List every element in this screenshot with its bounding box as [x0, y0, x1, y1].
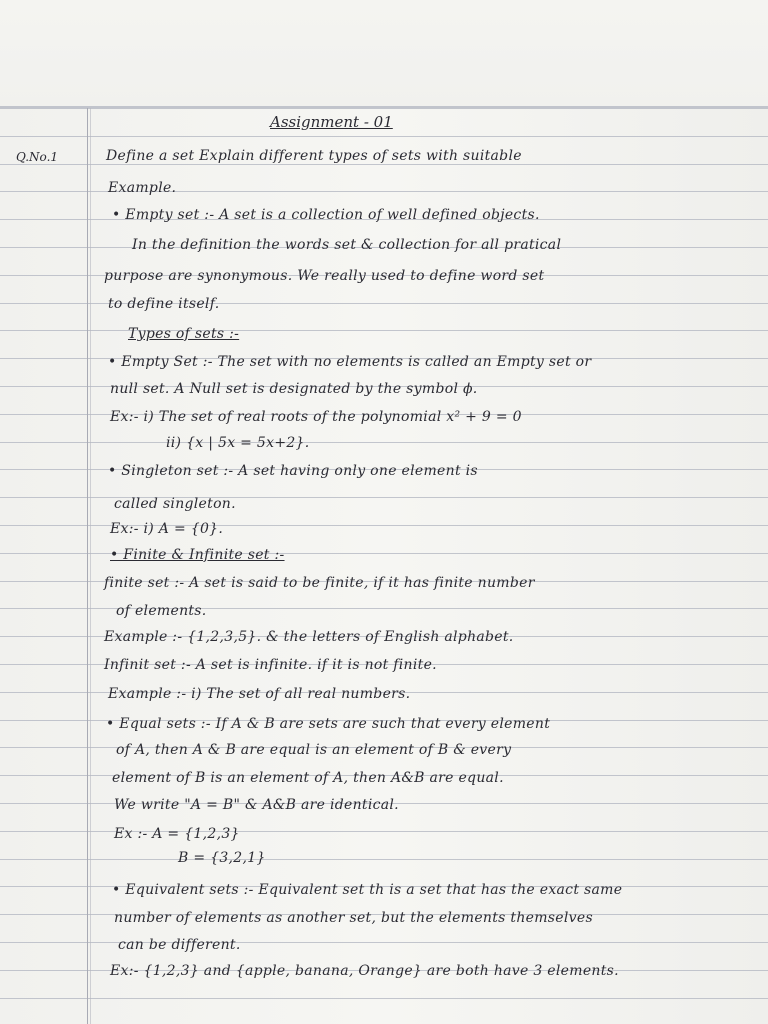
text-line: number of elements as another set, but the elements themselves	[114, 910, 593, 926]
text-line: element of B is an element of A, then A&B are equal.	[112, 770, 504, 786]
header-rule	[0, 106, 768, 108]
text-line: called singleton.	[114, 496, 236, 512]
text-line: finite set :- A set is said to be finite, if it has finite number	[104, 575, 535, 591]
text-line: of A, then A & B are equal is an element of B & every	[116, 742, 512, 758]
text-line: Ex:- i) The set of real roots of the polynomial x² + 9 = 0	[110, 409, 522, 425]
section-heading: Types of sets :-	[128, 326, 240, 342]
text-line: • Empty set :- A set is a collection of well defined objects.	[112, 207, 540, 223]
text-line: In the definition the words set & collection for all pratical	[132, 237, 562, 253]
ruled-line	[0, 942, 768, 943]
text-line: Ex:- i) A = {0}.	[110, 521, 224, 537]
text-line: Define a set Explain different types of sets with suitable	[106, 148, 522, 164]
ruled-line	[0, 108, 768, 109]
text-line: • Empty Set :- The set with no elements is called an Empty set or	[108, 354, 592, 370]
text-line: • Equivalent sets :- Equivalent set th is a set that has the exact same	[112, 882, 623, 898]
text-line: Infinit set :- A set is infinite. if it is not finite.	[104, 657, 437, 673]
text-line: Example :- {1,2,3,5}. & the letters of English alphabet.	[104, 629, 514, 645]
text-line: B = {3,2,1}	[178, 850, 266, 866]
ruled-line	[0, 859, 768, 860]
text-line: • Equal sets :- If A & B are sets are such that every element	[106, 716, 551, 732]
text-line: Ex:- {1,2,3} and {apple, banana, Orange} are both have 3 elements.	[110, 963, 619, 979]
text-line: Example :- i) The set of all real numbers.	[108, 686, 411, 702]
ruled-line	[0, 330, 768, 331]
assignment-title: Assignment - 01	[270, 113, 393, 131]
text-line: purpose are synonymous. We really used to define word set	[104, 268, 545, 284]
margin-line	[87, 108, 88, 1024]
margin-line-inner	[90, 108, 91, 1024]
section-heading: • Finite & Infinite set :-	[110, 547, 285, 563]
question-number: Q.No.1	[16, 150, 59, 164]
text-line: of elements.	[116, 603, 207, 619]
text-line: can be different.	[118, 937, 241, 953]
ruled-line	[0, 998, 768, 999]
text-line: to define itself.	[108, 296, 220, 312]
text-line: null set. A Null set is designated by the symbol ϕ.	[110, 381, 478, 397]
text-line: Example.	[108, 180, 177, 196]
text-line: ii) {x | 5x = 5x+2}.	[166, 435, 310, 451]
text-line: Ex :- A = {1,2,3}	[114, 826, 240, 842]
ruled-line	[0, 136, 768, 137]
text-line: • Singleton set :- A set having only one element is	[108, 463, 478, 479]
page-top-margin	[0, 0, 768, 108]
text-line: We write "A = B" & A&B are identical.	[114, 797, 399, 813]
ruled-line	[0, 164, 768, 165]
ruled-line	[0, 442, 768, 443]
